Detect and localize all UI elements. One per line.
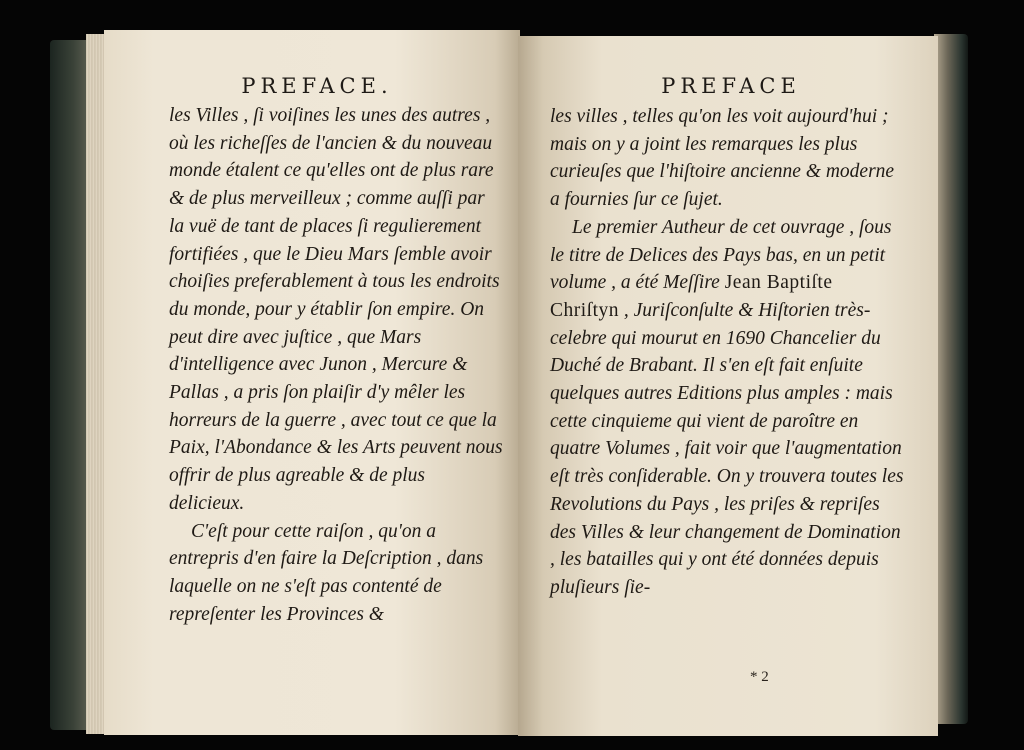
page-text <box>169 102 504 628</box>
book-cover-right-edge <box>934 34 968 724</box>
paragraph: les Villes , ſi voiſines les unes des autres , où les richeſſes de l'ancien & du nouveau monde étalent ce qu'elles ont de plus rare & de plus merveilleux ; comme auſſi par la vuë de tant de places ſi regulierement fortifiées , que le Dieu Mars ſemble avoir choiſies preferablement à tous les endroits du monde, pour y établir ſon empire. On peut dire avec juſtice , que Mars d'intelligence avec Junon , Mercure & Pallas , a pris ſon plaiſir d'y mêler les horreurs de la guerre , avec tout ce que la Paix, l'Abondance & les Arts peuvent nous offrir de plus agreable & de plus delicieux. <box>169 105 503 514</box>
paragraph: C'eſt pour cette raiſon , qu'on a entrepris d'en faire la Deſcription , dans laquelle on ne s'eſt pas contenté de repreſenter les Provinces & <box>169 520 484 625</box>
page-header: PREFACE <box>661 74 801 98</box>
right-page <box>518 36 938 736</box>
left-page <box>104 30 520 735</box>
paragraph-text: Le premier Autheur de cet ouvrage , ſous le titre de Delices des Pays bas, en un petit volume , a été Meſſire <box>550 216 892 294</box>
paragraph: les villes , telles qu'on les voit aujourd'hui ; mais on y a joint les remarques les plus curieuſes que l'hiſtoire ancienne & moderne a fournies ſur ce ſujet. <box>550 106 895 211</box>
page-header: PREFACE. <box>241 74 393 98</box>
page-text <box>550 103 906 602</box>
author-name: Jean Baptiſte Chriſtyn <box>550 272 833 321</box>
paragraph-text: , Juriſconſulte & Hiſtorien très-celebre qui mourut en 1690 Chancelier du Duché de Brabant. Il s'en eſt fait enſuite quelques autres Editions plus amples : mais cette cinquieme qui vient de paroître en quatre Volumes , fait voir que l'augmentation eſt très conſiderable. On y trouvera toutes les Revolutions du Pays , les priſes & repriſes des Villes & leur changement de Domination , les batailles qui y ont été données depuis pluſieurs ſie- <box>550 299 904 598</box>
signature-mark: * 2 <box>750 669 769 685</box>
paragraph <box>550 214 906 602</box>
